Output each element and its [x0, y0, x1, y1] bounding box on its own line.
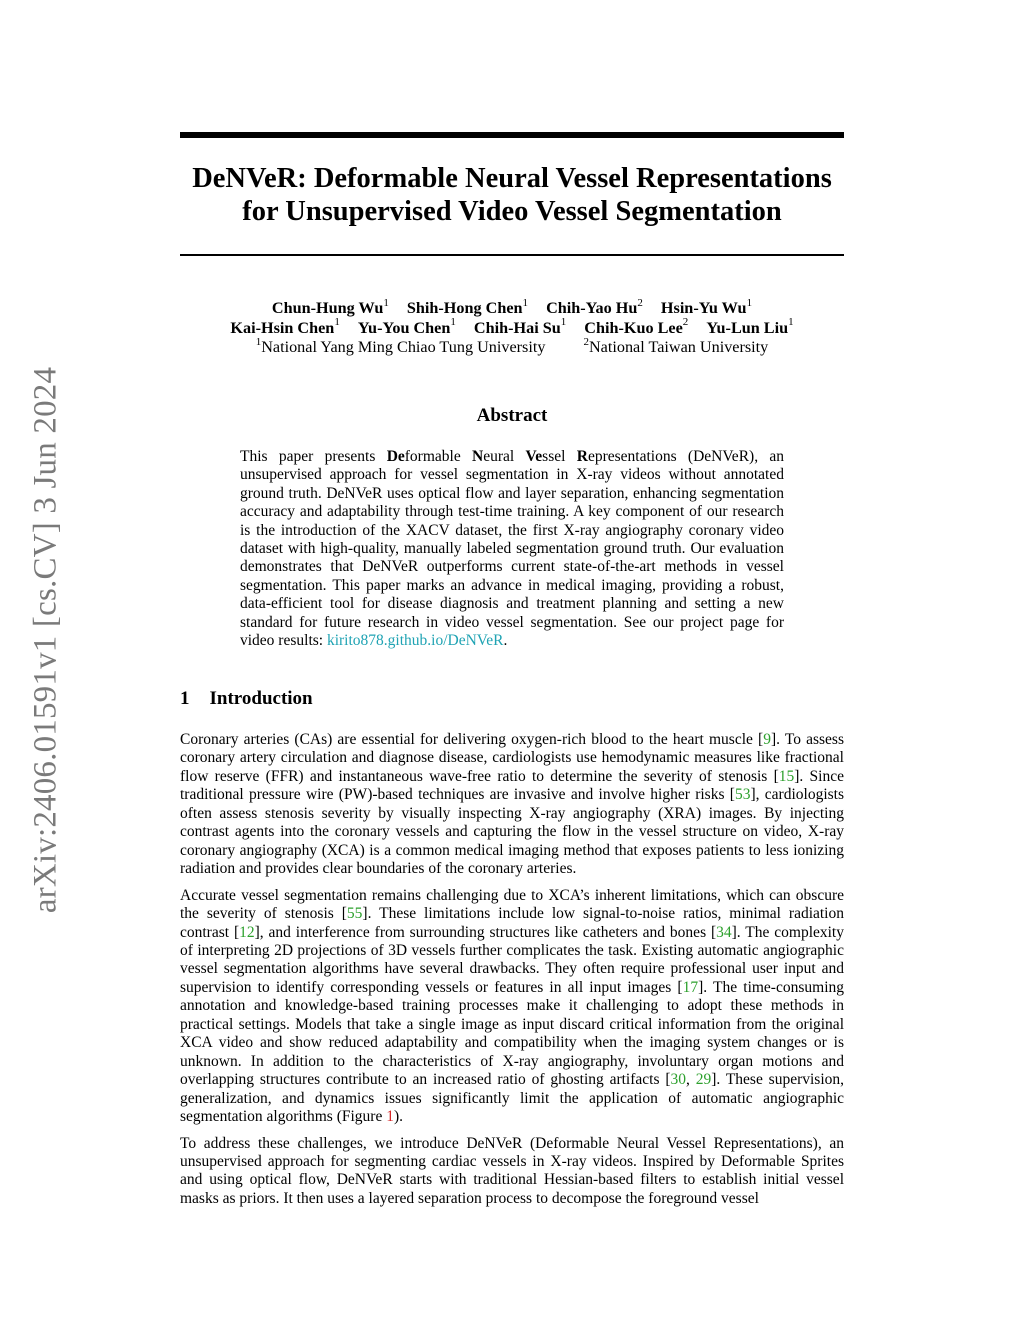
author: Kai-Hsin Chen$^1$: [230, 316, 340, 337]
title-rule-bottom: [180, 254, 844, 256]
arxiv-identifier: arXiv:2406.01591v1 [cs.CV] 3 Jun 2024: [27, 366, 64, 914]
section-heading: [180, 688, 313, 710]
author-block: [150, 296, 874, 358]
author: Yu-Lun Liu$^1$: [706, 316, 794, 337]
citation-link[interactable]: 53: [734, 786, 751, 804]
paragraph-1: Coronary arteries (CAs) are essential for delivering oxygen-rich blood to the heart muscle [9]. To assess coronary artery circulation and diagnose disease, cardiologists use hemodynamic measures like fractional flow reserve (FFR) and instantaneous wave-free ratio to determine the severity of stenosis [15]. Since traditional pressure wire (PW)-based techniques are invasive and involve higher risks [53], cardiologists often assess stenosis severity by visually inspecting X-ray angiography (XRA) images. By injecting contrast agents into the coronary vessels and capturing the flow in the vessel structure on video, X-ray coronary angiography (XCA) is a common medical imaging method that exposes patients to less ionizing radiation and provides clear boundaries of the coronary arteries.: [180, 731, 844, 878]
title-line-1: DeNVeR: Deformable Neural Vessel Representations: [192, 163, 832, 194]
author: Chih-Kuo Lee$^2$: [584, 316, 689, 337]
citation-link[interactable]: 17: [682, 978, 699, 996]
title-line-2: for Unsupervised Video Vessel Segmentation: [242, 196, 782, 227]
author: Yu-You Chen$^1$: [357, 316, 456, 337]
abstract-text: This paper presents Deformable Neural Vessel Representations (DeNVeR), an unsupervised approach for vessel segmentation in X-ray videos without annotated ground truth. DeNVeR uses optical flow and layer separation, enhancing segmentation accuracy and adaptability through test-time training. A key component of our research is the introduction of the XACV dataset, the first X-ray angiography coronary video dataset with high-quality, manually labeled segmentation ground truth. Our evaluation demonstrates that DeNVeR outperforms current state-of-the-art methods in vessel segmentation. This paper marks an advance in medical imaging, providing a robust, data-efficient tool for disease diagnosis and treatment planning and setting a new standard for future research in video vessel segmentation. See our project page for video results: kirito878.github.io/DeNVeR.: [240, 448, 784, 650]
citation-link[interactable]: 55: [346, 905, 363, 923]
author-row-1: [150, 296, 874, 319]
paragraph-3: To address these challenges, we introduce DeNVeR (Deformable Neural Vessel Representations), an unsupervised approach for segmenting cardiac vessels in X-ray videos. Inspired by Deformable Sprites and using optical flow, DeNVeR starts with traditional Hessian-based filters to establish initial vessel masks as priors. It then uses a layered separation process to decompose the foreground vessel: [180, 1134, 844, 1207]
author: Chih-Yao Hu$^2$: [546, 296, 643, 317]
citation-link[interactable]: 30: [670, 1071, 687, 1089]
abstract-heading: Abstract: [476, 405, 548, 426]
paragraph-2: Accurate vessel segmentation remains challenging due to XCA’s inherent limitations, which can obscure the severity of stenosis [55]. These limitations include low signal-to-noise ratios, minimal radiation contrast [12], and interference from surrounding structures like catheters and bones [34]. The complexity of interpreting 2D projections of 3D vessels further complicates the task. Existing automatic angiographic vessel segmentation algorithms have several drawbacks. They often require professional user input and supervision to identify corresponding vessels or features in all input images [17]. The time-consuming annotation and knowledge-based training processes make it challenging to adopt these methods in practical settings. Models that take a single image as input discard critical information from the original XCA video and show reduced adaptability and compatibility when the imaging system changes or is unknown. In addition to the characteristics of X-ray angiography, involuntary organ motions and overlapping structures contribute to an increased ratio of ghosting artifacts [30, 29]. These supervision, generalization, and dynamics issues significantly limit the application of automatic angiographic segmentation algorithms (Figure 1).: [180, 886, 845, 1126]
author: Chih-Hai Su$^1$: [473, 316, 567, 337]
introduction-body: [180, 731, 844, 1216]
project-page-link[interactable]: kirito878.github.io/DeNVeR: [326, 632, 504, 650]
author: Chun-Hung Wu$^1$: [271, 296, 389, 317]
affiliation: $^2$National Taiwan University: [583, 335, 769, 356]
figure-reference-link[interactable]: 1: [386, 1108, 394, 1126]
affiliation-row: [150, 335, 874, 358]
title-rule-top: [180, 132, 844, 138]
section-title: Introduction: [209, 688, 313, 709]
citation-link[interactable]: 15: [778, 767, 795, 785]
author: Hsin-Yu Wu$^1$: [660, 296, 753, 317]
affiliation: $^1$National Yang Ming Chiao Tung University: [255, 335, 546, 356]
citation-link[interactable]: 9: [763, 731, 771, 748]
section-number: 1: [180, 688, 190, 709]
citation-link[interactable]: 29: [695, 1071, 712, 1089]
author: Shih-Hong Chen$^1$: [406, 296, 529, 317]
citation-link[interactable]: 12: [239, 923, 255, 941]
citation-link[interactable]: 34: [716, 923, 732, 941]
paper-title: [150, 162, 874, 228]
